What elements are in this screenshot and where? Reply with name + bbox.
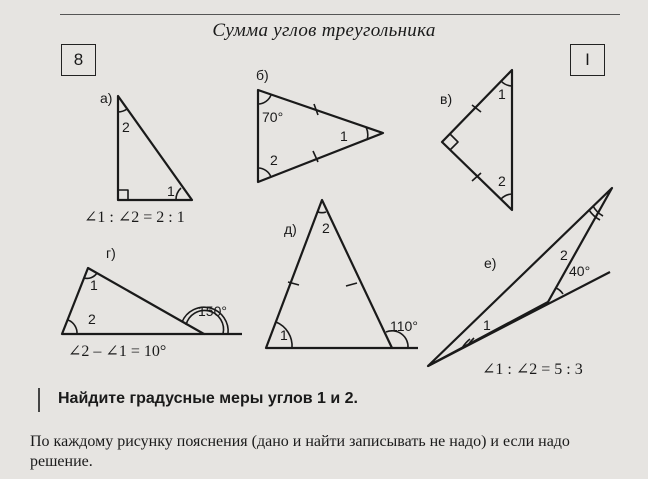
- instruction-text: По каждому рисунку пояснения (дано и найти записывать не надо) и если надо решение.: [30, 433, 570, 470]
- figure-v: [440, 70, 512, 210]
- figure-v-letter: в): [440, 91, 453, 107]
- figure-e-given-arc: [556, 288, 563, 294]
- figure-v-angle2-arc: [501, 194, 512, 199]
- figure-d-given-label: 110°: [390, 318, 418, 334]
- figure-d-angle2-arc: [318, 212, 326, 213]
- figure-g-letter: г): [106, 245, 116, 261]
- figure-b: [256, 67, 383, 182]
- figure-g-angle2-label: 2: [88, 311, 96, 327]
- figure-b-letter: б): [256, 67, 269, 83]
- figure-b-angle1-label: 1: [340, 128, 348, 144]
- figure-v-right-angle-mark: [450, 134, 458, 150]
- figure-a-letter: а): [100, 90, 113, 106]
- figure-g-angle1-label: 1: [90, 277, 98, 293]
- figure-v-angle2-label: 2: [498, 173, 506, 189]
- variant-badge: I: [570, 44, 605, 76]
- figure-g: [62, 245, 242, 360]
- figure-e-angle2-label: 2: [560, 247, 568, 263]
- figure-d-angle2-label: 2: [322, 220, 330, 236]
- figure-g-angle2-arc: [68, 320, 77, 334]
- figure-g-condition: ∠2 – ∠1 = 10°: [68, 343, 167, 360]
- figure-b-given-arc: [258, 95, 271, 104]
- figure-d-angle1-label: 1: [280, 327, 288, 343]
- figure-a: [84, 90, 192, 226]
- grade-badge: 8: [61, 44, 96, 76]
- figure-b-angle1-arc: [366, 127, 368, 140]
- figure-e-angle1-label: 1: [483, 317, 491, 333]
- figure-e-condition: ∠1 : ∠2 = 5 : 3: [482, 361, 583, 378]
- figure-b-given-label: 70°: [262, 109, 284, 125]
- figure-a-angle2-arc: [118, 109, 127, 112]
- figure-a-condition: ∠1 : ∠2 = 2 : 1: [84, 209, 185, 226]
- figure-a-triangle: [118, 96, 192, 200]
- figure-e: [428, 188, 612, 378]
- worksheet-title: Сумма углов треугольника: [212, 20, 436, 41]
- figure-e-given-label: 40°: [569, 263, 591, 279]
- figure-a-angle2-label: 2: [122, 119, 130, 135]
- figure-d-tick-right: [346, 283, 357, 286]
- figure-a-angle1-arc: [176, 188, 181, 200]
- figure-b-triangle: [258, 90, 383, 182]
- figure-g-given-label: 150°: [198, 303, 227, 319]
- figure-a-right-angle-mark: [118, 190, 128, 200]
- figure-b-angle2-arc: [258, 168, 271, 177]
- figure-d: [266, 200, 418, 348]
- figure-g-triangle: [62, 268, 204, 334]
- figure-a-angle1-label: 1: [167, 183, 175, 199]
- figure-d-letter: д): [284, 221, 297, 237]
- figure-b-angle2-label: 2: [270, 152, 278, 168]
- task-text: Найдите градусные меры углов 1 и 2.: [58, 390, 358, 407]
- figure-e-letter: е): [484, 255, 497, 271]
- figure-v-angle1-label: 1: [498, 86, 506, 102]
- task-margin-bar: [38, 388, 40, 412]
